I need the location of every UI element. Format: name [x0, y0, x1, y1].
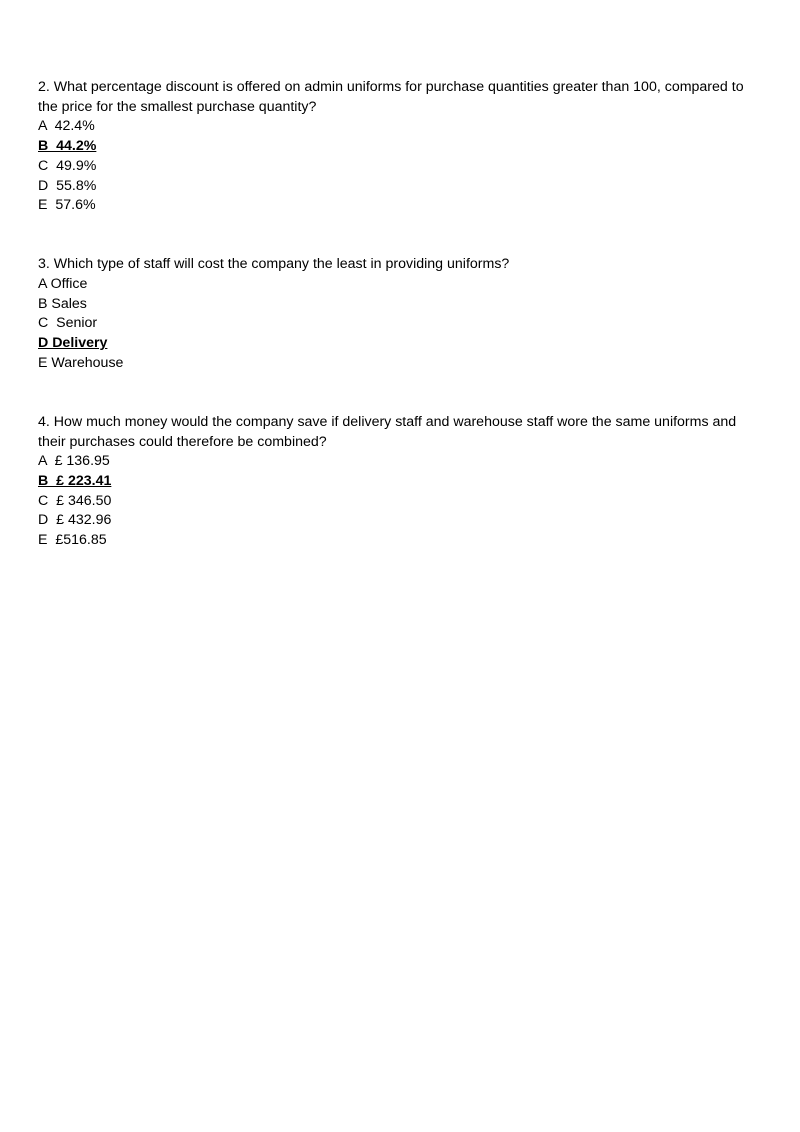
document-page	[38, 78, 758, 590]
answer-option-e: E 57.6%	[38, 197, 96, 214]
answer-option-b-correct: B £ 223.41	[38, 473, 112, 490]
question-text: 2. What percentage discount is offered on admin uniforms for purchase quantities greater than 100, compared to the price for the smallest purchase quantity?	[38, 79, 744, 115]
answer-option-e: E £516.85	[38, 532, 107, 549]
answer-option-d: D £ 432.96	[38, 512, 112, 529]
answer-option-e: E Warehouse	[38, 354, 124, 371]
answer-option-a: A 42.4%	[38, 118, 95, 135]
question-text: 3. Which type of staff will cost the company the least in providing uniforms?	[38, 256, 510, 273]
answer-option-a: A Office	[38, 276, 88, 293]
answer-option-c: C 49.9%	[38, 157, 97, 174]
answer-option-a: A £ 136.95	[38, 453, 110, 470]
question-text: 4. How much money would the company save if delivery staff and warehouse staff wore the same uniforms and their purchases could therefore be combined?	[38, 413, 737, 450]
answer-option-b-correct: B 44.2%	[38, 138, 97, 155]
answer-option-c: C £ 346.50	[38, 492, 112, 509]
answer-option-d: D 55.8%	[38, 177, 97, 194]
question-4	[38, 413, 758, 551]
answer-option-b: B Sales	[38, 295, 87, 312]
question-3	[38, 255, 758, 373]
question-2	[38, 78, 758, 216]
answer-option-d-correct: D Delivery	[38, 335, 108, 352]
answer-option-c: C Senior	[38, 315, 98, 332]
